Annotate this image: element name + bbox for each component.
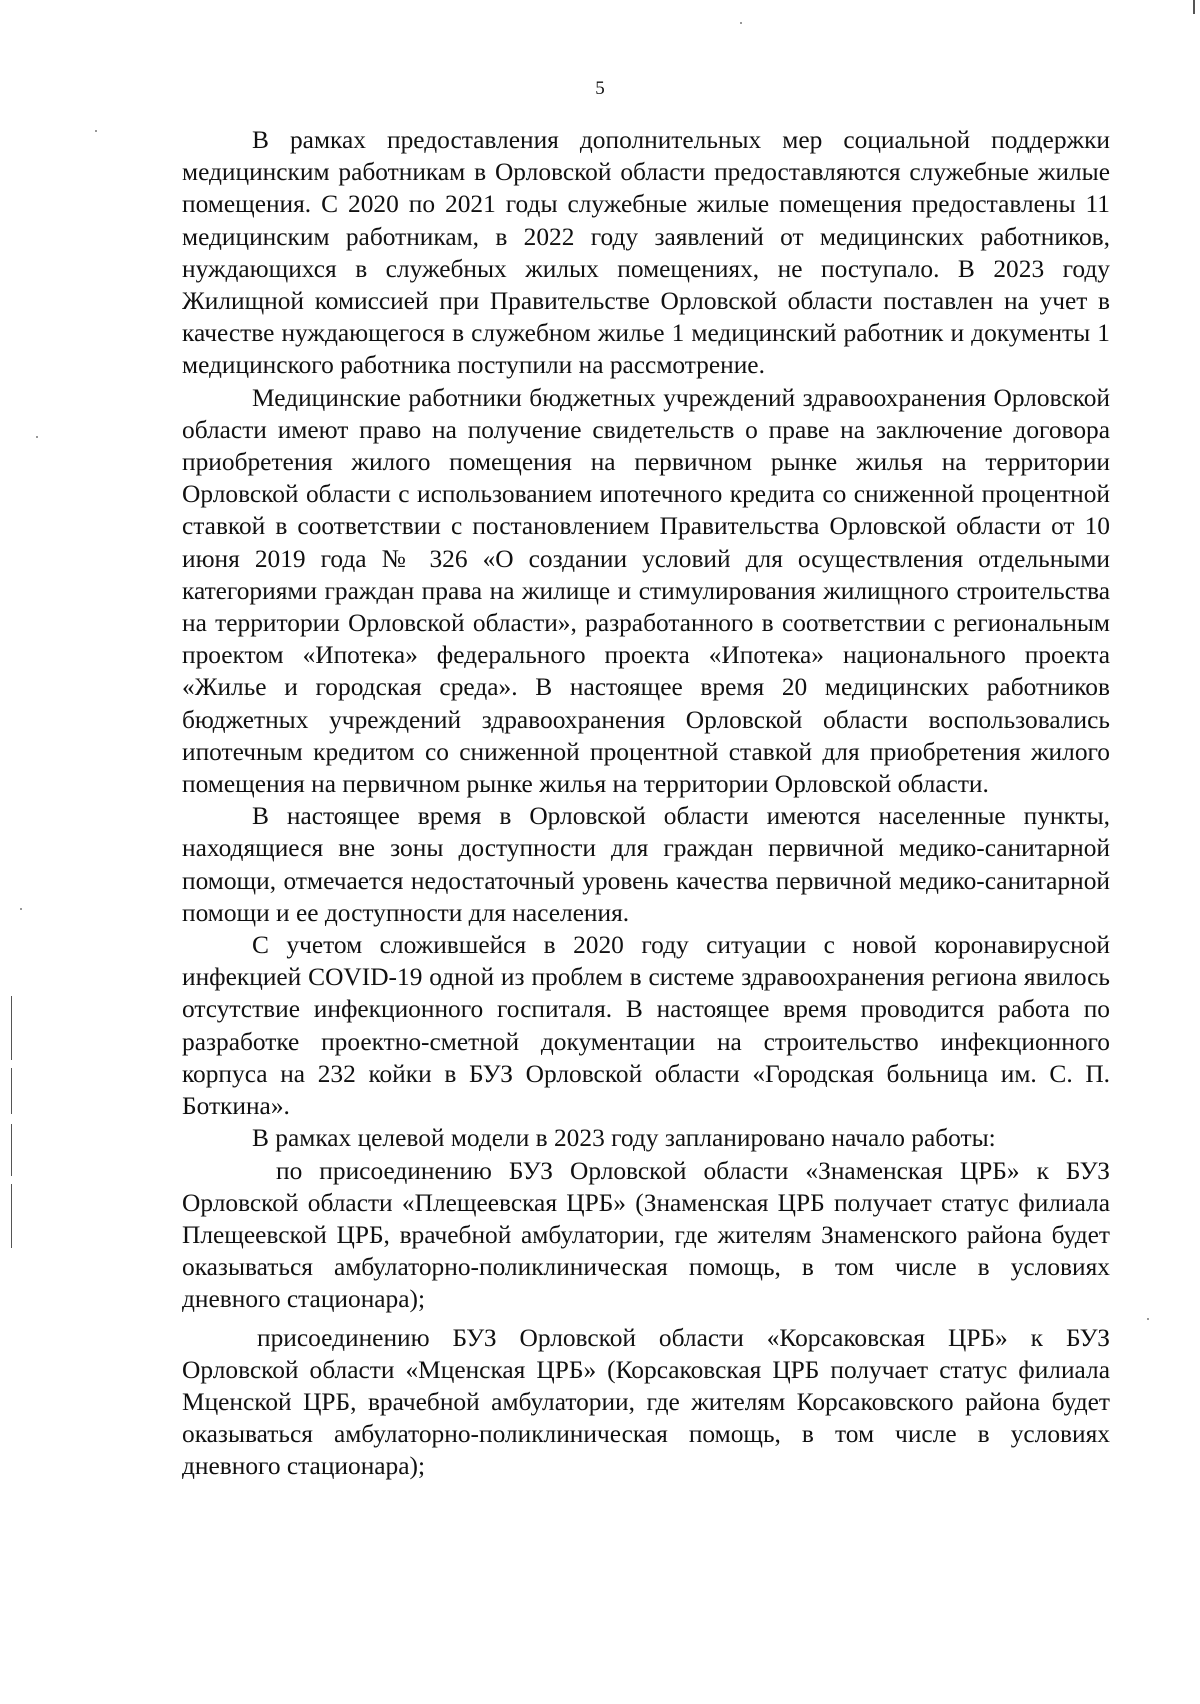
page-number: 5 bbox=[595, 78, 605, 99]
scan-margin-mark bbox=[11, 1124, 12, 1176]
scan-margin-mark bbox=[11, 1068, 12, 1114]
paragraph-target-model: В рамках целевой модели в 2023 году запланировано начало работы: bbox=[252, 1124, 996, 1153]
scan-speck bbox=[36, 436, 38, 438]
scan-speck bbox=[95, 130, 97, 132]
scan-speck bbox=[20, 908, 22, 910]
scan-margin-mark bbox=[11, 1184, 12, 1248]
list-item-znamenskaya: по присоединению БУЗ Орловской области «Знаменская ЦРБ» к БУЗ Орловской области «Плещеевская ЦРБ» (Знаменская ЦРБ получает статус филиала Плещеевской ЦРБ, врачебной амбулатории, где жителям Знаменского района будет оказываться амбулаторно-поликлиническая помощь, в том числе в условиях дневного стационара); bbox=[182, 1156, 1110, 1314]
scan-corner-mark bbox=[1193, 0, 1195, 14]
paragraph-housing: В рамках предоставления дополнительных мер социальной поддержки медицинским работникам в Орловской области предоставляются служебные жилые помещения. С 2020 по 2021 годы служебные жилые помещения предоставлены 11 медицинским работникам, в 2022 году заявлений от медицинских работников, нуждающихся в служебных жилых помещениях, не поступало. В 2023 году Жилищной комиссией при Правительстве Орловской области поставлен на учет в качестве нуждающегося в служебном жилье 1 медицинский работник и документы 1 медицинского работника поступили на рассмотрение. bbox=[182, 126, 1110, 380]
paragraph-covid-hospital: С учетом сложившейся в 2020 году ситуации с новой коронавирусной инфекцией COVID-19 одной из проблем в системе здравоохранения региона явилось отсутствие инфекционного госпиталя. В настоящее время проводится работа по разработке проектно-сметной документации на строительство инфекционного корпуса на 232 койки в БУЗ Орловской области «Городская больница им. С. П. Боткина». bbox=[182, 931, 1110, 1121]
document-body bbox=[182, 124, 1110, 1483]
scan-speck bbox=[1147, 1318, 1149, 1320]
scan-margin-mark bbox=[11, 996, 12, 1060]
scan-speck bbox=[740, 22, 742, 24]
paragraph-mortgage: Медицинские работники бюджетных учреждений здравоохранения Орловской области имеют право на получение свидетельств о праве на заключение договора приобретения жилого помещения на первичном рынке жилья на территории Орловской области с использованием ипотечного кредита со сниженной процентной ставкой в соответствии с постановлением Правительства Орловской области от 10 июня 2019 года № 326 «О создании условий для осуществления отдельными категориями граждан права на жилище и стимулирования жилищного строительства на территории Орловской области», разработанного в соответствии с региональным проектом «Ипотека» федерального проекта «Ипотека» национального проекта «Жилье и городская среда». В настоящее время 20 медицинских работников бюджетных учреждений здравоохранения Орловской области воспользовались ипотечным кредитом со сниженной процентной ставкой для приобретения жилого помещения на первичном рынке жилья на территории Орловской области. bbox=[182, 383, 1110, 799]
paragraph-accessibility: В настоящее время в Орловской области имеются населенные пункты, находящиеся вне зоны доступности для граждан первичной медико-санитарной помощи, отмечается недостаточный уровень качества первичной медико-санитарной помощи и ее доступности для населения. bbox=[182, 802, 1110, 927]
list-item-korsakovskaya: присоединению БУЗ Орловской области «Корсаковская ЦРБ» к БУЗ Орловской области «Мценская ЦРБ» (Корсаковская ЦРБ получает статус филиала Мценской ЦРБ, врачебной амбулатории, где жителям Корсаковского района будет оказываться амбулаторно-поликлиническая помощь, в том числе в условиях дневного стационара); bbox=[182, 1323, 1110, 1481]
